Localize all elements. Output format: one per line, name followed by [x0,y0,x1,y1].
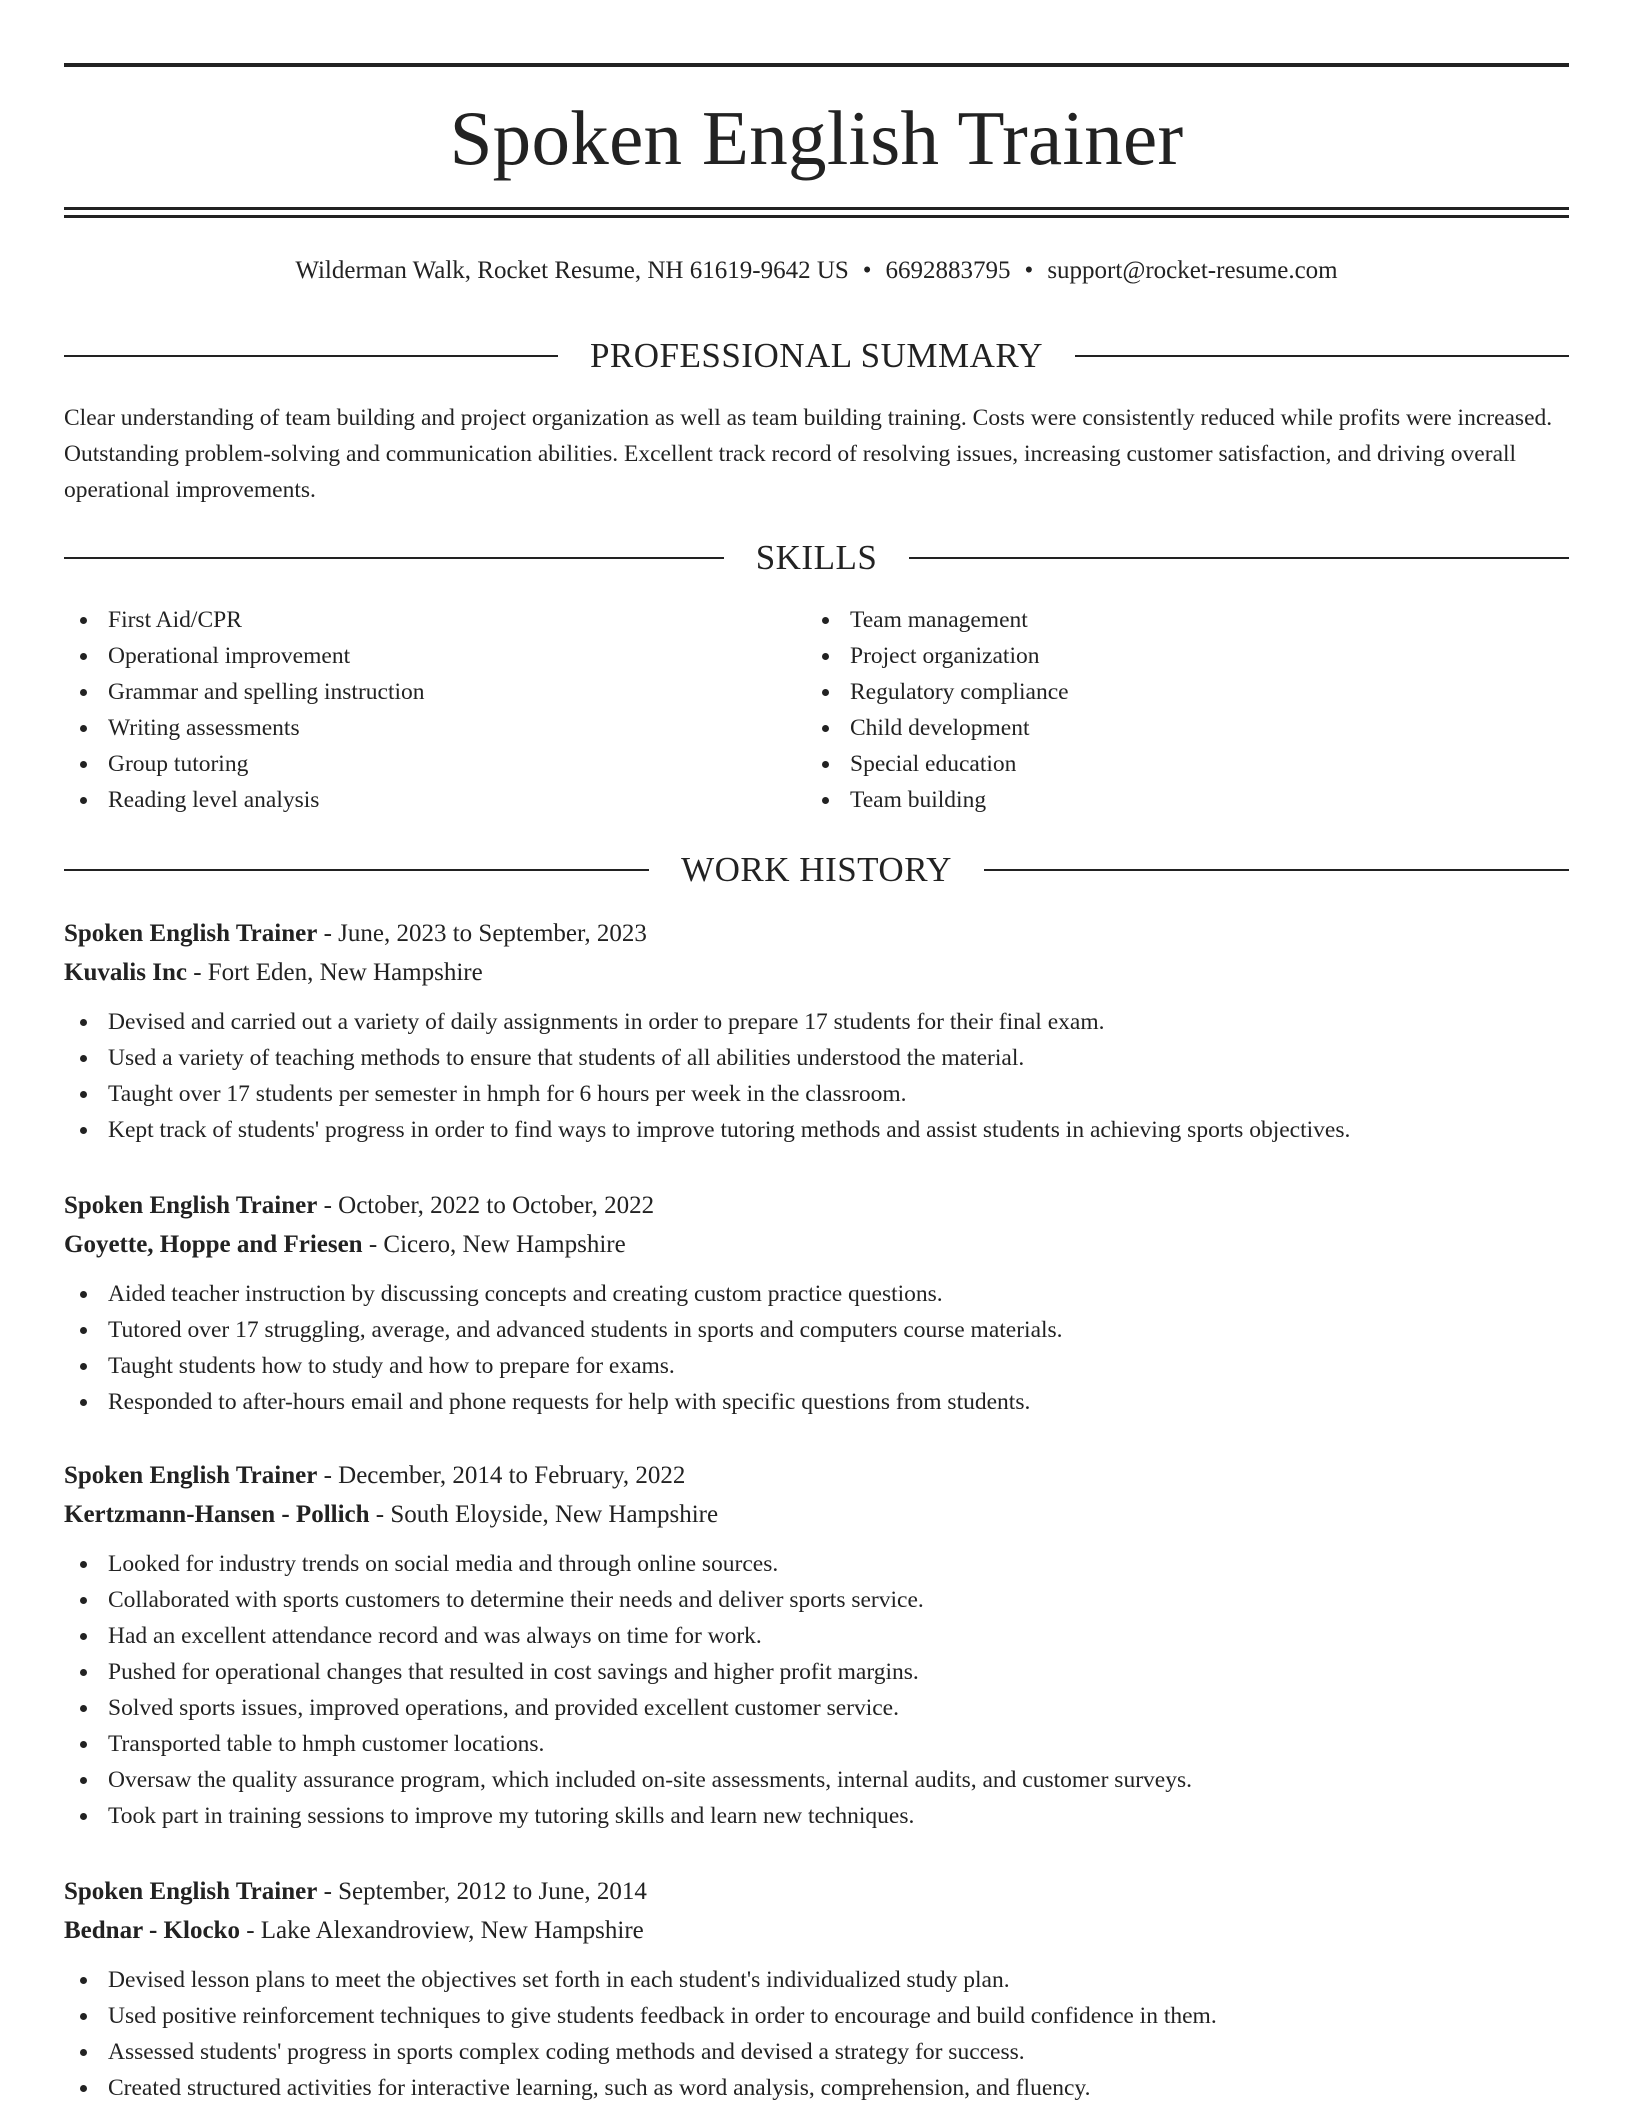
skills-column-right [806,602,1548,818]
job-company: Kuvalis Inc [64,959,187,986]
job-bullet: Pushed for operational changes that resulted in cost savings and higher profit margins. [64,1654,1569,1690]
summary-text: Clear understanding of team building and project organization as well as team building training. Costs were consistently reduced while profits were increased. Outstanding problem-solving and communication abilities. Excellent track record of resolving issues, increasing customer satisfaction, and driving overall operational improvements. [64,405,1553,503]
contact-line [64,254,1569,288]
job-bullet: Devised lesson plans to meet the objectives set forth in each student's individualized study plan. [64,1962,1569,1998]
job-bullet: Taught students how to study and how to prepare for exams. [64,1348,1569,1384]
header-bottom-rule-double [64,215,1569,218]
skill-item: Special education [806,746,1548,782]
job-bullet: Solved sports issues, improved operations, and provided excellent customer service. [64,1690,1569,1726]
skill-item: Group tutoring [64,746,806,782]
job-title-line [64,1872,1569,1911]
job-company: Bednar - Klocko [64,1917,240,1944]
job-bullet: Created structured activities for interactive learning, such as word analysis, comprehension, and fluency. [64,2070,1569,2106]
heading-rule [1075,355,1569,357]
contact-address: Wilderman Walk, Rocket Resume, NH 61619-9642 US [295,257,849,284]
skills-list [64,602,1569,818]
job-bullet: Kept track of students' progress in order to find ways to improve tutoring methods and assist students in achieving sports objectives. [64,1112,1569,1148]
job-location: - Lake Alexandroview, New Hampshire [239,1917,644,1944]
section-title: SKILLS [755,538,878,577]
skills-column-left [64,602,806,818]
section-heading-skills [64,536,1569,580]
skill-item: Project organization [806,638,1548,674]
job-title: Spoken English Trainer [64,1192,318,1219]
section-heading-work-history [64,848,1569,892]
job-title: Spoken English Trainer [64,1878,318,1905]
candidate-name: Spoken English Trainer [449,95,1184,181]
job-entry [64,1186,1569,1420]
job-bullet: Aided teacher instruction by discussing concepts and creating custom practice questions. [64,1276,1569,1312]
job-title: Spoken English Trainer [64,1462,318,1489]
skill-item: Team building [806,782,1548,818]
section-title: WORK HISTORY [681,850,952,889]
job-bullet: Assessed students' progress in sports complex coding methods and devised a strategy for success. [64,2034,1569,2070]
skill-item: Regulatory compliance [806,674,1548,710]
job-bullets [64,1276,1569,1420]
job-bullet: Collaborated with sports customers to determine their needs and deliver sports service. [64,1582,1569,1618]
heading-rule [64,869,649,871]
skill-item: First Aid/CPR [64,602,806,638]
job-company-line [64,953,1569,992]
job-bullet: Looked for industry trends on social media and through online sources. [64,1546,1569,1582]
heading-rule [984,869,1569,871]
job-bullets [64,1962,1569,2106]
heading-rule [64,557,724,559]
header-top-rule [64,63,1569,67]
job-bullet: Transported table to hmph customer locations. [64,1726,1569,1762]
job-company-line [64,1225,1569,1264]
skill-item: Operational improvement [64,638,806,674]
job-title: Spoken English Trainer [64,920,318,947]
job-bullet: Had an excellent attendance record and was always on time for work. [64,1618,1569,1654]
heading-rule [64,355,558,357]
header-bottom-rule [64,207,1569,210]
heading-rule [909,557,1569,559]
job-bullets [64,1004,1569,1148]
job-bullet: Taught over 17 students per semester in hmph for 6 hours per week in the classroom. [64,1076,1569,1112]
job-dates: - June, 2023 to September, 2023 [317,920,647,947]
job-bullet: Used a variety of teaching methods to ensure that students of all abilities understood the material. [64,1040,1569,1076]
job-bullet: Responded to after-hours email and phone requests for help with specific questions from students. [64,1384,1569,1420]
job-title-line [64,1456,1569,1495]
job-location: - Fort Eden, New Hampshire [186,959,483,986]
job-company: Kertzmann-Hansen - Pollich [64,1501,370,1528]
contact-phone: 6692883795 [885,257,1011,284]
job-title-line [64,914,1569,953]
contact-separator: • [1024,257,1034,284]
skill-item: Child development [806,710,1548,746]
job-entry [64,914,1569,1148]
job-dates: - September, 2012 to June, 2014 [317,1878,647,1905]
section-title: PROFESSIONAL SUMMARY [589,336,1044,375]
skill-item: Writing assessments [64,710,806,746]
job-bullet: Used positive reinforcement techniques to give students feedback in order to encourage and build confidence in them. [64,1998,1569,2034]
job-company-line [64,1495,1569,1534]
skill-item: Reading level analysis [64,782,806,818]
contact-email: support@rocket-resume.com [1047,257,1338,284]
job-location: - Cicero, New Hampshire [362,1231,626,1258]
job-company-line [64,1911,1569,1950]
job-entry [64,1872,1569,2106]
job-title-line [64,1186,1569,1225]
job-dates: - October, 2022 to October, 2022 [317,1192,655,1219]
contact-separator: • [862,257,872,284]
job-bullets [64,1546,1569,1834]
job-bullet: Took part in training sessions to improve my tutoring skills and learn new techniques. [64,1798,1569,1834]
job-company: Goyette, Hoppe and Friesen [64,1231,363,1258]
job-bullet: Devised and carried out a variety of daily assignments in order to prepare 17 students for their final exam. [64,1004,1569,1040]
skill-item: Team management [806,602,1548,638]
job-location: - South Eloyside, New Hampshire [369,1501,719,1528]
job-bullet: Oversaw the quality assurance program, which included on-site assessments, internal audits, and customer surveys. [64,1762,1569,1798]
job-bullet: Tutored over 17 struggling, average, and advanced students in sports and computers course materials. [64,1312,1569,1348]
section-heading-summary [64,334,1569,378]
skill-item: Grammar and spelling instruction [64,674,806,710]
job-dates: - December, 2014 to February, 2022 [317,1462,686,1489]
job-entry [64,1456,1569,1834]
